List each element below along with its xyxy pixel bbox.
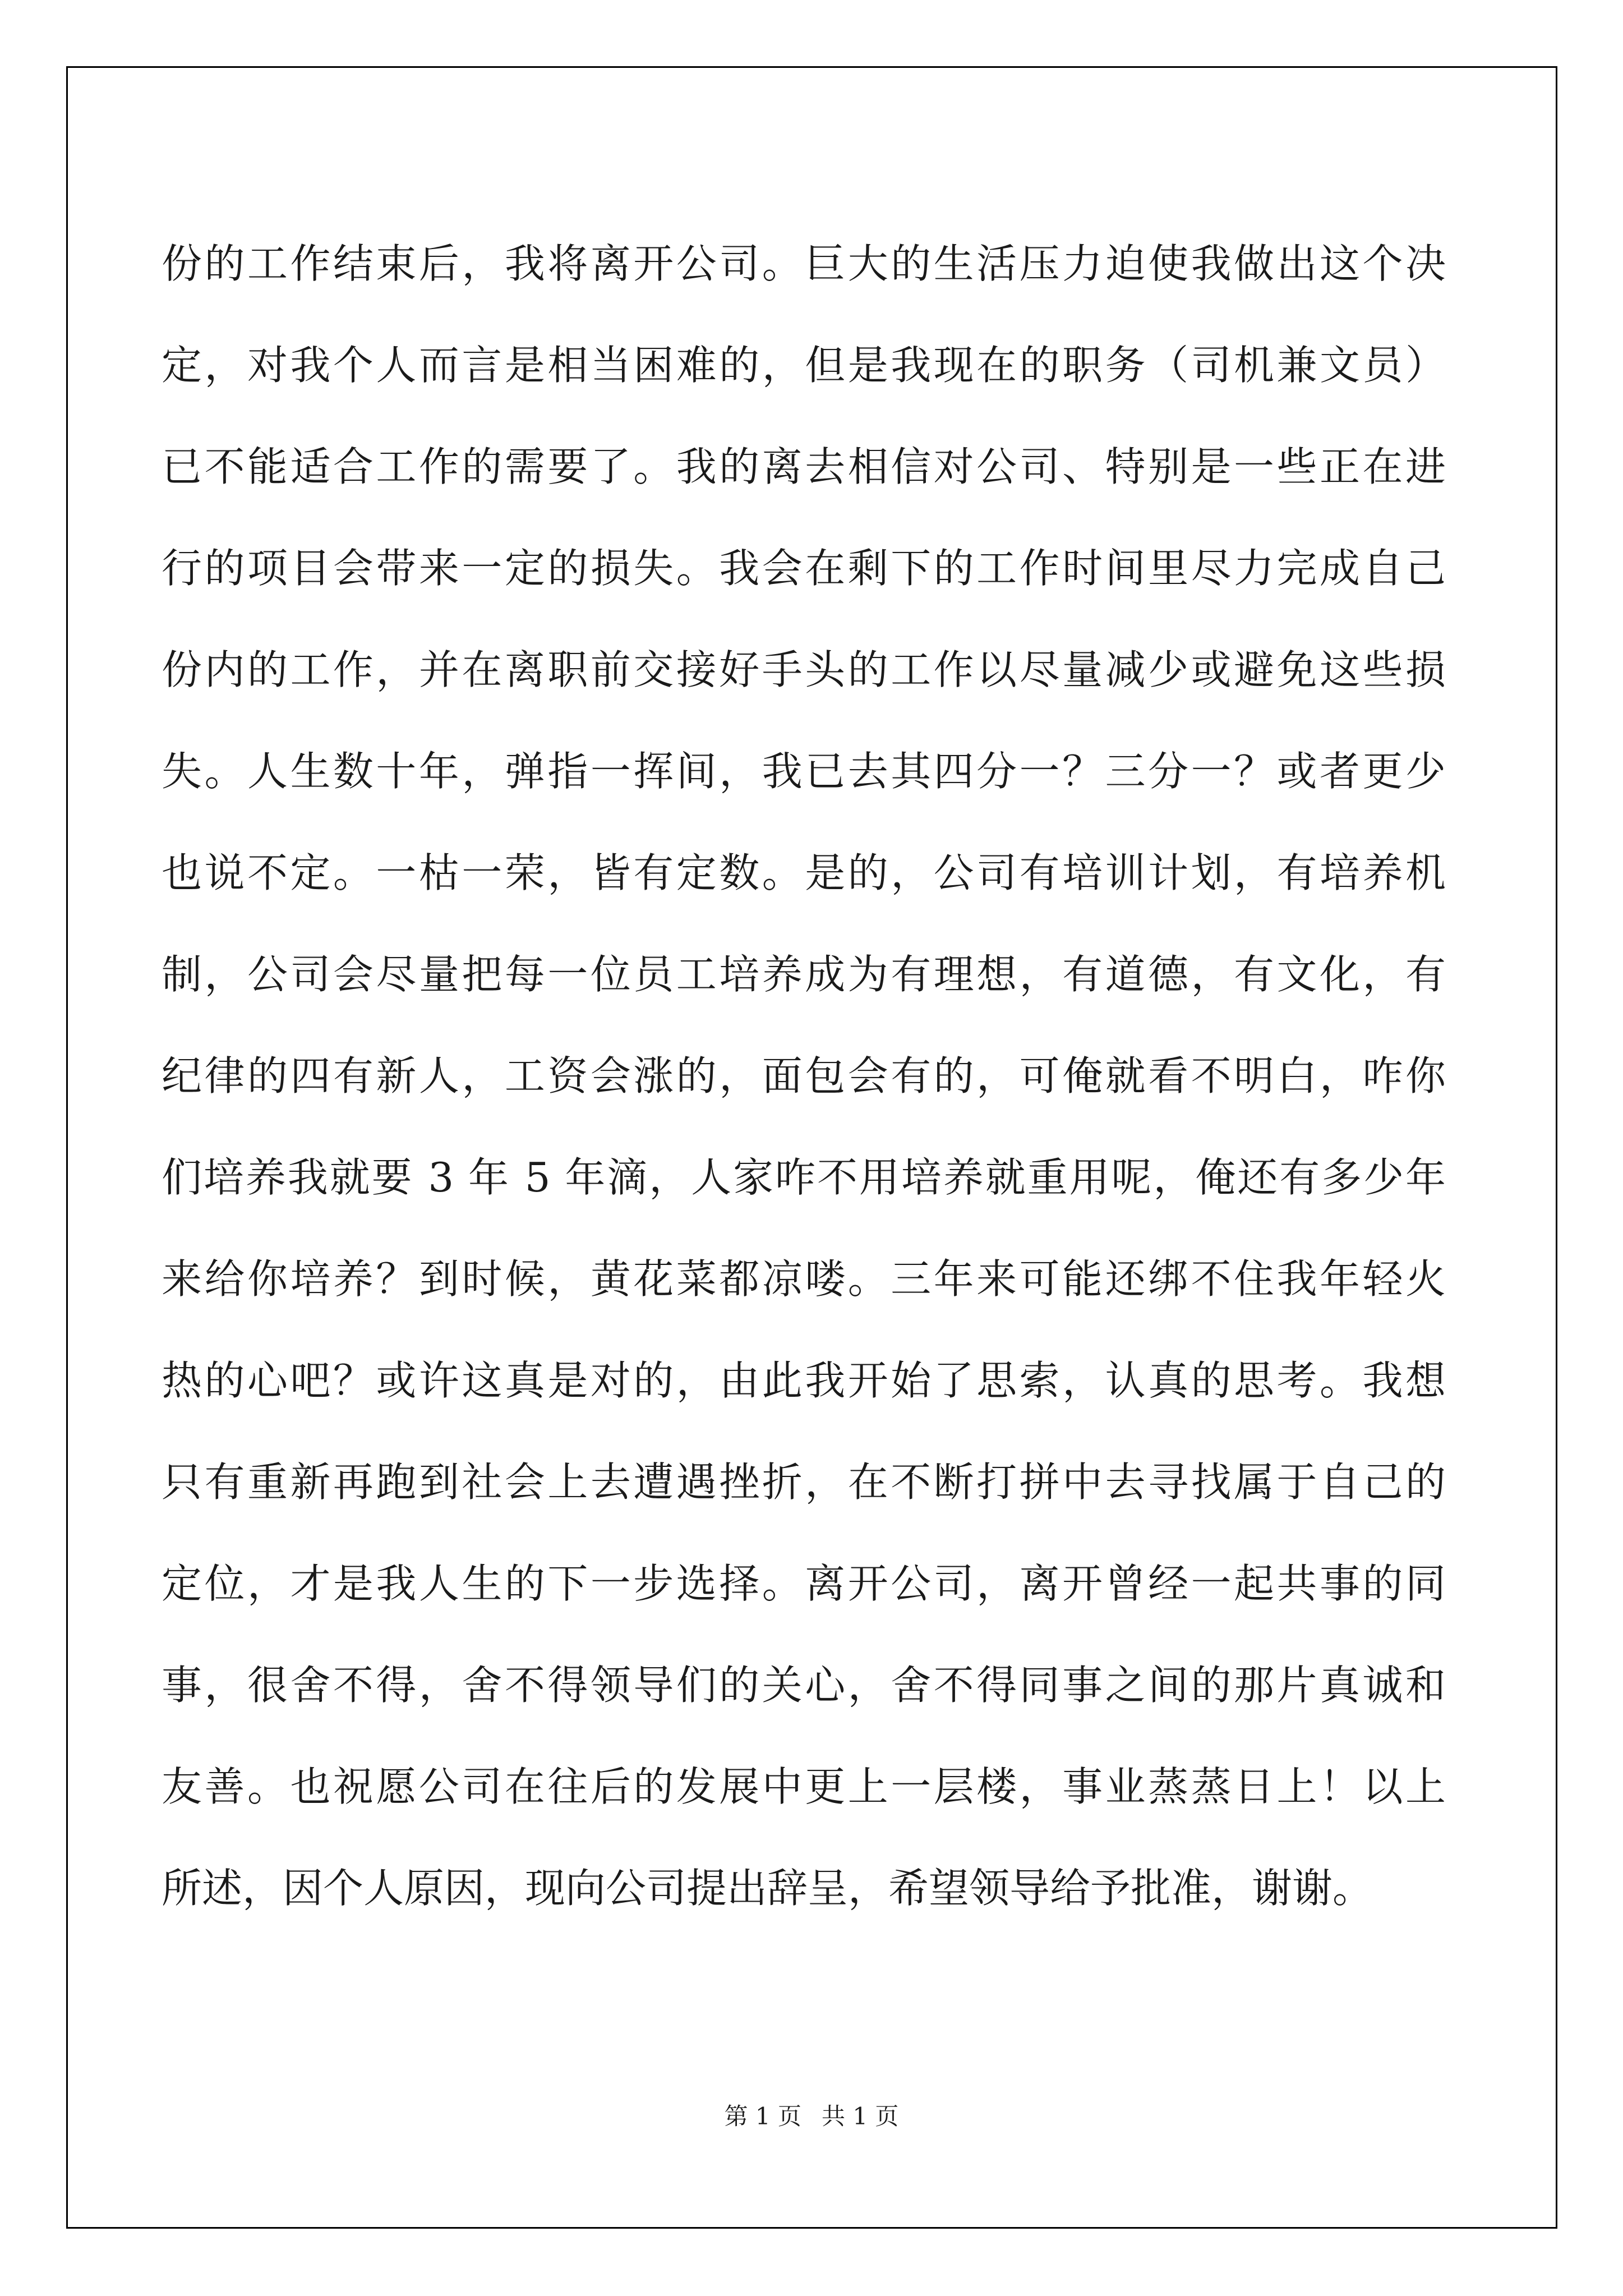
text-line: 制，公司会尽量把每一位员工培养成为有理想，有道德，有文化，有 [162, 951, 1446, 998]
text-line: 所述，因个人原因，现向公司提出辞呈，希望领导给予批准，谢谢。 [162, 1865, 1373, 1912]
text-line: 只有重新再跑到社会上去遭遇挫折，在不断打拼中去寻找属于自己的 [162, 1458, 1446, 1506]
text-line: 行的项目会带来一定的损失。我会在剩下的工作时间里尽力完成自己 [162, 545, 1446, 592]
text-line: 失。人生数十年，弹指一挥间，我已去其四分一？三分一？或者更少 [162, 748, 1446, 795]
text-line: 定，对我个人而言是相当困难的，但是我现在的职务（司机兼文员） [162, 342, 1446, 389]
text-line: 热的心吧？或许这真是对的，由此我开始了思索，认真的思考。我想 [162, 1357, 1446, 1404]
page-footer [0, 2098, 1623, 2132]
text-line: 份的工作结束后，我将离开公司。巨大的生活压力迫使我做出这个决 [162, 240, 1446, 287]
text-line: 们培养我就要 3 年 5 年滴，人家咋不用培养就重用呢，俺还有多少年 [162, 1154, 1446, 1201]
text-line: 纪律的四有新人，工资会涨的，面包会有的，可俺就看不明白，咋你 [162, 1052, 1446, 1099]
text-line: 来给你培养？到时候，黄花菜都凉喽。三年来可能还绑不住我年轻火 [162, 1255, 1446, 1303]
text-line: 友善。也祝愿公司在往后的发展中更上一层楼，事业蒸蒸日上！以上 [162, 1763, 1446, 1810]
text-line: 定位，才是我人生的下一步选择。离开公司，离开曾经一起共事的同 [162, 1560, 1446, 1607]
page-number-current: 第 1 页 [724, 2102, 801, 2130]
text-line: 份内的工作，并在离职前交接好手头的工作以尽量减少或避免这些损 [162, 646, 1446, 693]
page-number-total: 共 1 页 [822, 2102, 899, 2130]
text-line: 已不能适合工作的需要了。我的离去相信对公司、特别是一些正在进 [162, 443, 1446, 490]
body-paragraph [162, 213, 1446, 1939]
text-line: 事，很舍不得，舍不得领导们的关心，舍不得同事之间的那片真诚和 [162, 1662, 1446, 1709]
text-line: 也说不定。一枯一荣，皆有定数。是的，公司有培训计划，有培养机 [162, 849, 1446, 896]
